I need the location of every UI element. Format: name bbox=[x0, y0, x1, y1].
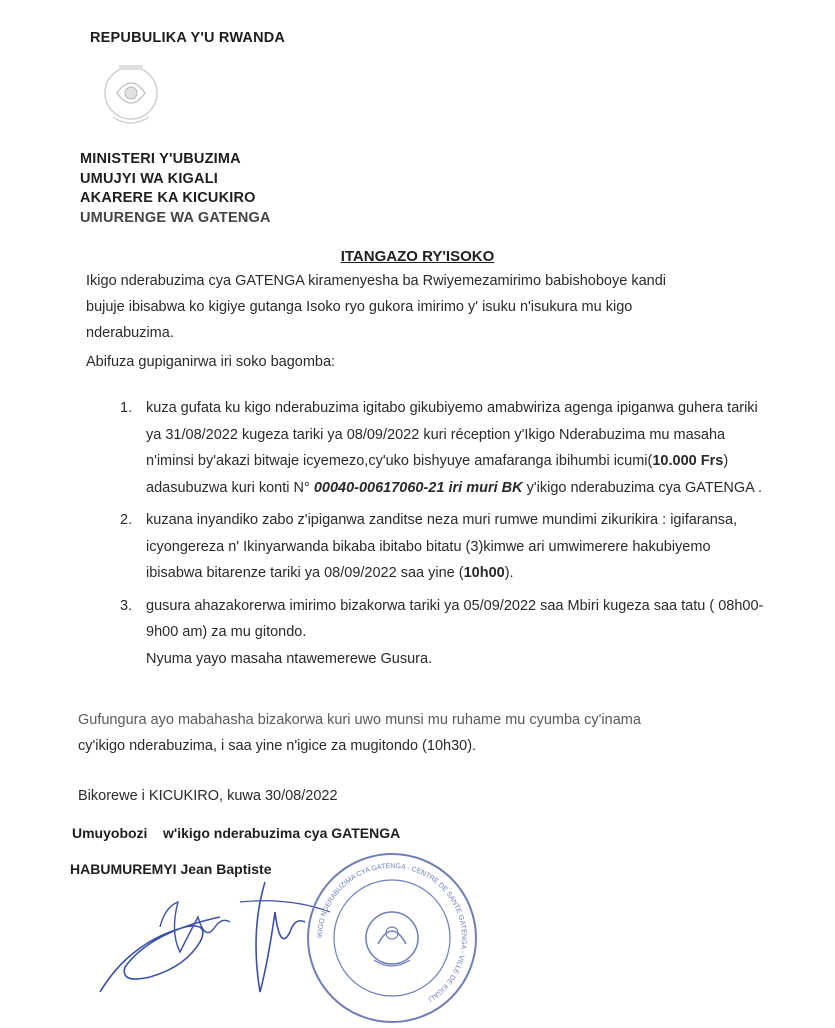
signatory-role: Umuyobozi w'ikigo nderabuzima cya GATENGA bbox=[72, 825, 401, 841]
signatory-name: HABUMUREMYI Jean Baptiste bbox=[70, 861, 272, 877]
fee-amount: 10.000 Frs bbox=[652, 453, 724, 469]
stamp-emblem-icon bbox=[366, 912, 418, 966]
list-item-note: Nyuma yayo masaha ntawemerewe Gusura. bbox=[146, 650, 433, 667]
intro-line: nderabuzima. bbox=[86, 325, 174, 341]
list-item-number: 1. bbox=[120, 400, 133, 416]
ministry-line: MINISTERI Y'UBUZIMA bbox=[80, 151, 241, 167]
list-item-text: kuza gufata ku kigo nderabuzima igitabo gikubiyemo amabwiriza agenga ipiganwa guhera tariki ya 31/08/2022 kugeza tariki ya 08/09/2022 kuri réception y'Ikigo Nderabuzima mu masaha n'iminsi by'akazi bitwaje icyemezo,cy'uko bishyuye amafaranga ibihumbi icumi( bbox=[146, 400, 758, 469]
intro-line: bujuje ibisabwa ko kigiye gutanga Isoko ryo gukora imirimo y' isuku n'isukura mu kigo bbox=[86, 299, 633, 315]
coat-of-arms-seal bbox=[95, 55, 167, 135]
list-item-text: gusura ahazakorerwa imirimo bizakorwa tariki ya 05/09/2022 saa Mbiri kugeza saa tatu ( 08h00-9h00 am) za mu gitondo. bbox=[146, 597, 764, 640]
requirements-intro: Abifuza gupiganirwa iri soko bagomba: bbox=[86, 354, 336, 370]
opening-line: Gufungura ayo mabahasha bizakorwa kuri uwo munsi mu ruhame mu cyumba cy'inama bbox=[78, 712, 641, 728]
list-item-text: y'ikigo nderabuzima cya GATENGA . bbox=[522, 479, 763, 496]
country-name: REPUBULIKA Y'U RWANDA bbox=[90, 30, 286, 46]
list-item bbox=[120, 395, 770, 501]
intro-paragraph bbox=[86, 268, 786, 346]
deadline-time: 10h00 bbox=[463, 565, 505, 581]
list-item-text: kuzana inyandiko zabo z'ipiganwa zanditse neza muri rumwe mundimi zikurikira : igifaransa, icyongereza n' Ikinyarwanda bikaba ibitabo bitatu (3)kimwe ari umwimerere hakubiyemo ibisabwa bitarenze tariki ya 08/09/2022 saa yine ( bbox=[146, 512, 738, 581]
district-line: AKARERE KA KICUKIRO bbox=[80, 190, 256, 206]
city-line: UMUJYI WA KIGALI bbox=[80, 170, 218, 187]
sector-line: UMURENGE WA GATENGA bbox=[80, 209, 271, 226]
bank-account-number: 00040-00617060-21 iri muri BK bbox=[313, 479, 523, 496]
opening-line: cy'ikigo nderabuzima, i saa yine n'igice za mugitondo (10h30). bbox=[78, 738, 477, 754]
official-stamp bbox=[302, 848, 482, 1028]
list-item bbox=[120, 593, 770, 673]
stamp-ring-text: IKIGO NDERABUZIMA CYA GATENGA - CENTRE DE SANTE GATENGA - VILLE DE KIGALI bbox=[316, 862, 468, 1003]
announcement-title: ITANGAZO RY'ISOKO bbox=[340, 248, 495, 265]
list-item-text: ) adasubuzwa kuri konti N° bbox=[146, 453, 729, 496]
ministry-header-block bbox=[80, 150, 271, 228]
list-item-text: ). bbox=[504, 565, 514, 581]
place-date: Bikorewe i KICUKIRO, kuwa 30/08/2022 bbox=[78, 788, 338, 804]
list-item-number: 2. bbox=[120, 512, 133, 528]
list-item bbox=[120, 507, 770, 587]
requirements-list bbox=[120, 395, 770, 674]
list-item-number: 3. bbox=[120, 597, 133, 614]
intro-line: Ikigo nderabuzima cya GATENGA kiramenyesha ba Rwiyemezamirimo babishoboye kandi bbox=[86, 273, 666, 289]
opening-paragraph bbox=[78, 707, 798, 759]
